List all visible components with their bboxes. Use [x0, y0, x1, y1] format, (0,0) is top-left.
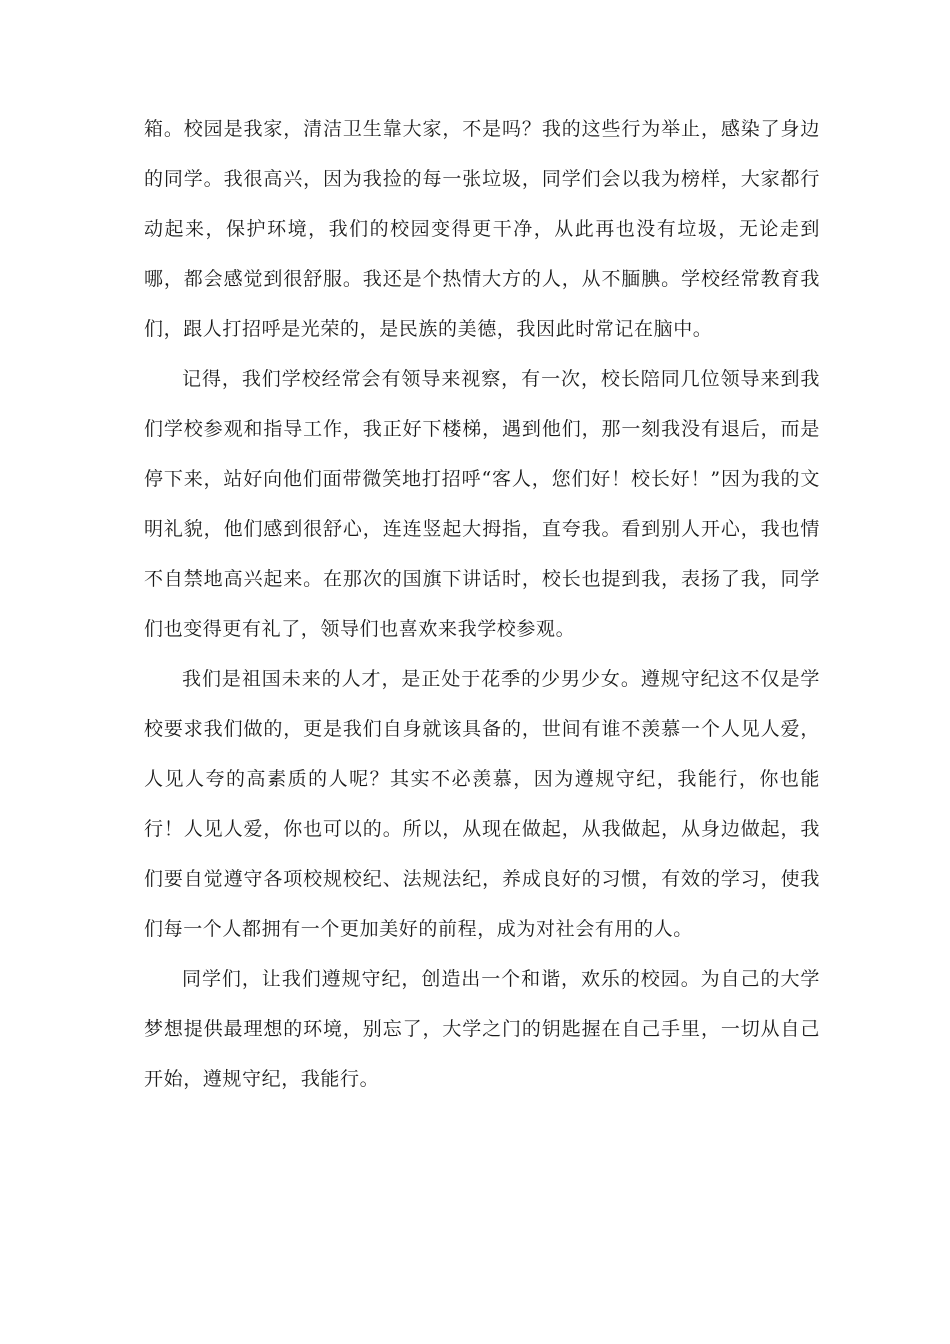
paragraph-closing: 同学们，让我们遵规守纪，创造出一个和谐，欢乐的校园。为自己的大学梦想提供最理想的环境，别忘了，大学之门的钥匙握在自己手里，一切从自己开始，遵规守纪，我能行。: [144, 968, 820, 1090]
paragraph-continuation: 箱。校园是我家，清洁卫生靠大家，不是吗？我的这些行为举止，感染了身边的同学。我很高兴，因为我捡的每一张垃圾，同学们会以我为榜样，大家都行动起来，保护环境，我们的校园变得更干净，从此再也没有垃圾，无论走到哪，都会感觉到很舒服。我还是个热情大方的人，从不腼腆。学校经常教育我们，跟人打招呼是光荣的，是民族的美德，我因此时常记在脑中。: [144, 118, 820, 340]
paragraph-leader-visit: 记得，我们学校经常会有领导来视察，有一次，校长陪同几位领导来到我们学校参观和指导工作，我正好下楼梯，遇到他们，那一刻我没有退后，而是停下来，站好向他们面带微笑地打招呼“客人，您们好！校长好！”因为我的文明礼貌，他们感到很舒心，连连竖起大拇指，直夸我。看到别人开心，我也情不自禁地高兴起来。在那次的国旗下讲话时，校长也提到我，表扬了我，同学们也变得更有礼了，领导们也喜欢来我学校参观。: [144, 368, 820, 640]
document-body: [144, 104, 820, 1104]
paragraph-future-talent: 我们是祖国未来的人才，是正处于花季的少男少女。遵规守纪这不仅是学校要求我们做的，更是我们自身就该具备的，世间有谁不羡慕一个人见人爱，人见人夸的高素质的人呢？其实不必羡慕，因为遵规守纪，我能行，你也能行！人见人爱，你也可以的。所以，从现在做起，从我做起，从身边做起，我们要自觉遵守各项校规校纪、法规法纪，养成良好的习惯，有效的学习，使我们每一个人都拥有一个更加美好的前程，成为对社会有用的人。: [144, 668, 820, 940]
